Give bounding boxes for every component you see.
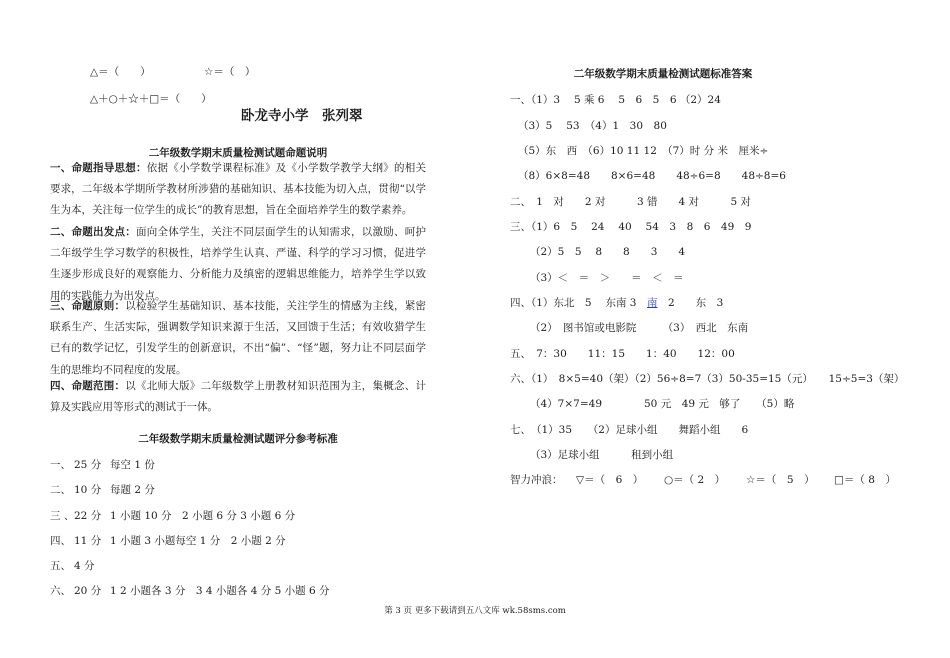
section-4-text: 以《北师大版》二年级数学上册教材知识范围为主，集概念、计算及实践应用等形式的测试于一体。: [50, 380, 426, 414]
scoring-title: 二年级数学期末质量检测试题评分参考标准: [138, 433, 338, 445]
scoring-num: 六、: [50, 585, 71, 597]
puzzle-sum: △＋○＋☆＋□＝（ ）: [90, 93, 212, 105]
scoring-num: 一、: [50, 459, 71, 471]
answer-line-4: [510, 295, 723, 310]
section-4-label: 四、命题范围：: [50, 380, 126, 392]
section-1: [50, 158, 426, 222]
answer-line: 二、 1 对 2 对 3 错 4 对 5 对: [510, 196, 752, 208]
scoring-row: [50, 482, 155, 497]
section-3: [50, 296, 426, 381]
answer-line: 三、（1）6 5 24 40 54 3 8 6 49 9: [510, 221, 752, 233]
scoring-detail: 1 2 小题各 3 分 3 4 小题各 4 分 5 小题 6 分: [110, 585, 330, 597]
answer-line: （2）5 5 8 8 3 4: [530, 246, 686, 258]
puzzle-label: 智力冲浪：: [510, 474, 563, 486]
scoring-num: 二、: [50, 484, 71, 496]
scoring-score: 11 分: [74, 535, 102, 547]
answer-line-4-pre: 四、（1）东北 5 东南 3: [510, 297, 647, 309]
scoring-row: [50, 457, 155, 472]
answer-line: （3）足球小组 租到小组: [530, 449, 674, 461]
answer-line: （3）＜ ＝ ＞ ＝ ＜ ＝: [530, 272, 684, 284]
puzzle-star: ☆＝（ ）: [204, 66, 256, 78]
section-3-text: 以检验学生基础知识、基本技能，关注学生的情感为主线，紧密联系生产、生活实际，强调数学知识来源于生活，又回馈于生活；有效收猎学生已有的数学记忆，引发学生的创新意识，不出“偏”、“怪”题，努力让不同层面学生的思维均不同程度的发展。: [50, 300, 426, 376]
scoring-detail: 每空 1 份: [110, 459, 155, 471]
scoring-detail: 每题 2 分: [110, 484, 155, 496]
answer-line: （2） 图书馆或电影院 （3） 西北 东南: [530, 322, 749, 334]
scoring-num: 三 、: [50, 510, 75, 522]
scoring-row: [50, 533, 286, 548]
section-1-label: 一、命题指导思想：: [50, 162, 147, 174]
answer-line: 六、（1） 8×5=40（架）（2）56÷8=7（3）50-35=15（元） 15÷5=3（架）: [510, 373, 905, 385]
answer-line: 七、 （1）35 （2）足球小组 舞蹈小组 6: [510, 424, 749, 436]
puzzle-answers: [510, 472, 896, 487]
scoring-score: 4 分: [74, 560, 95, 572]
page-footer: 第 3 页 更多下载请到五八文库 wk.58sms.com: [384, 606, 566, 616]
scoring-row: [50, 508, 295, 523]
section-4: [50, 376, 426, 418]
section-1-text: 依据《小学数学课程标准》及《小学数学教学大纲》的相关要求，二年级本学期所学教材所涉猎的基础知识、基本技能为切入点，贯彻“以学生为本，关注每一位学生的成长”的教育思想，旨在全面培养学生的数学素养。: [50, 162, 426, 217]
scoring-detail: 1 小题 3 小题每空 1 分 2 小题 2 分: [110, 535, 286, 547]
section-2: [50, 222, 426, 307]
answers-title: 二年级数学期末质量检测试题标准答案: [573, 68, 753, 80]
answer-line: （5）东 西 （6）10 11 12 （7）时 分 米 厘米÷: [518, 145, 769, 157]
answer-line: （4）7×7=49 50 元 49 元 够了 （5）略: [530, 398, 795, 410]
answer-line: （8）6×8=48 8×6=48 48÷6=8 48÷8=6: [518, 170, 786, 182]
answer-line: （3）5 53 （4）1 30 80: [518, 120, 667, 132]
scoring-row: [50, 583, 330, 598]
answer-link[interactable]: 南: [646, 297, 658, 309]
scoring-detail: 1 小题 10 分 2 小题 6 分 3 小题 6 分: [110, 510, 296, 522]
scoring-row: [50, 558, 110, 573]
puzzle-answer-star: ☆＝（ 5 ）: [746, 474, 815, 486]
section-2-text: 面向全体学生，关注不同层面学生的认知需求，以激励、呵护二年级学生学习数学的积极性，培养学生认真、严谨、科学的学习习惯，促进学生逐步形成良好的观察能力、分析能力及缜密的逻辑思维能力，培养学生学以致用的实践能力为出发点。: [50, 226, 426, 302]
answer-line-4-post: 2 东 3: [657, 297, 724, 309]
puzzle-answer-square: □＝（ 8 ）: [834, 474, 896, 486]
explain-title: 二年级数学期末质量检测试题命题说明: [148, 147, 328, 159]
puzzle-answer-triangle: ▽＝（ 6 ）: [576, 474, 644, 486]
scoring-score: 10 分: [74, 484, 102, 496]
scoring-score: 22 分: [74, 510, 102, 522]
puzzle-triangle: △＝（ ）: [90, 66, 151, 78]
scoring-num: 五、: [50, 560, 71, 572]
puzzle-answer-circle: ○＝（ 2 ）: [664, 474, 726, 486]
scoring-score: 25 分: [74, 459, 102, 471]
section-2-label: 二、命题出发点：: [50, 226, 136, 238]
answer-line: 五、 7：30 11：15 1：40 12：00: [510, 348, 735, 360]
scoring-score: 20 分: [74, 585, 102, 597]
answer-line: 一、（1）3 5 乘 6 5 6 5 6 （2）24: [510, 94, 721, 106]
school-name: 卧龙寺小学 张列翠: [241, 108, 363, 124]
section-3-label: 三、命题原则：: [50, 300, 126, 312]
scoring-num: 四、: [50, 535, 71, 547]
